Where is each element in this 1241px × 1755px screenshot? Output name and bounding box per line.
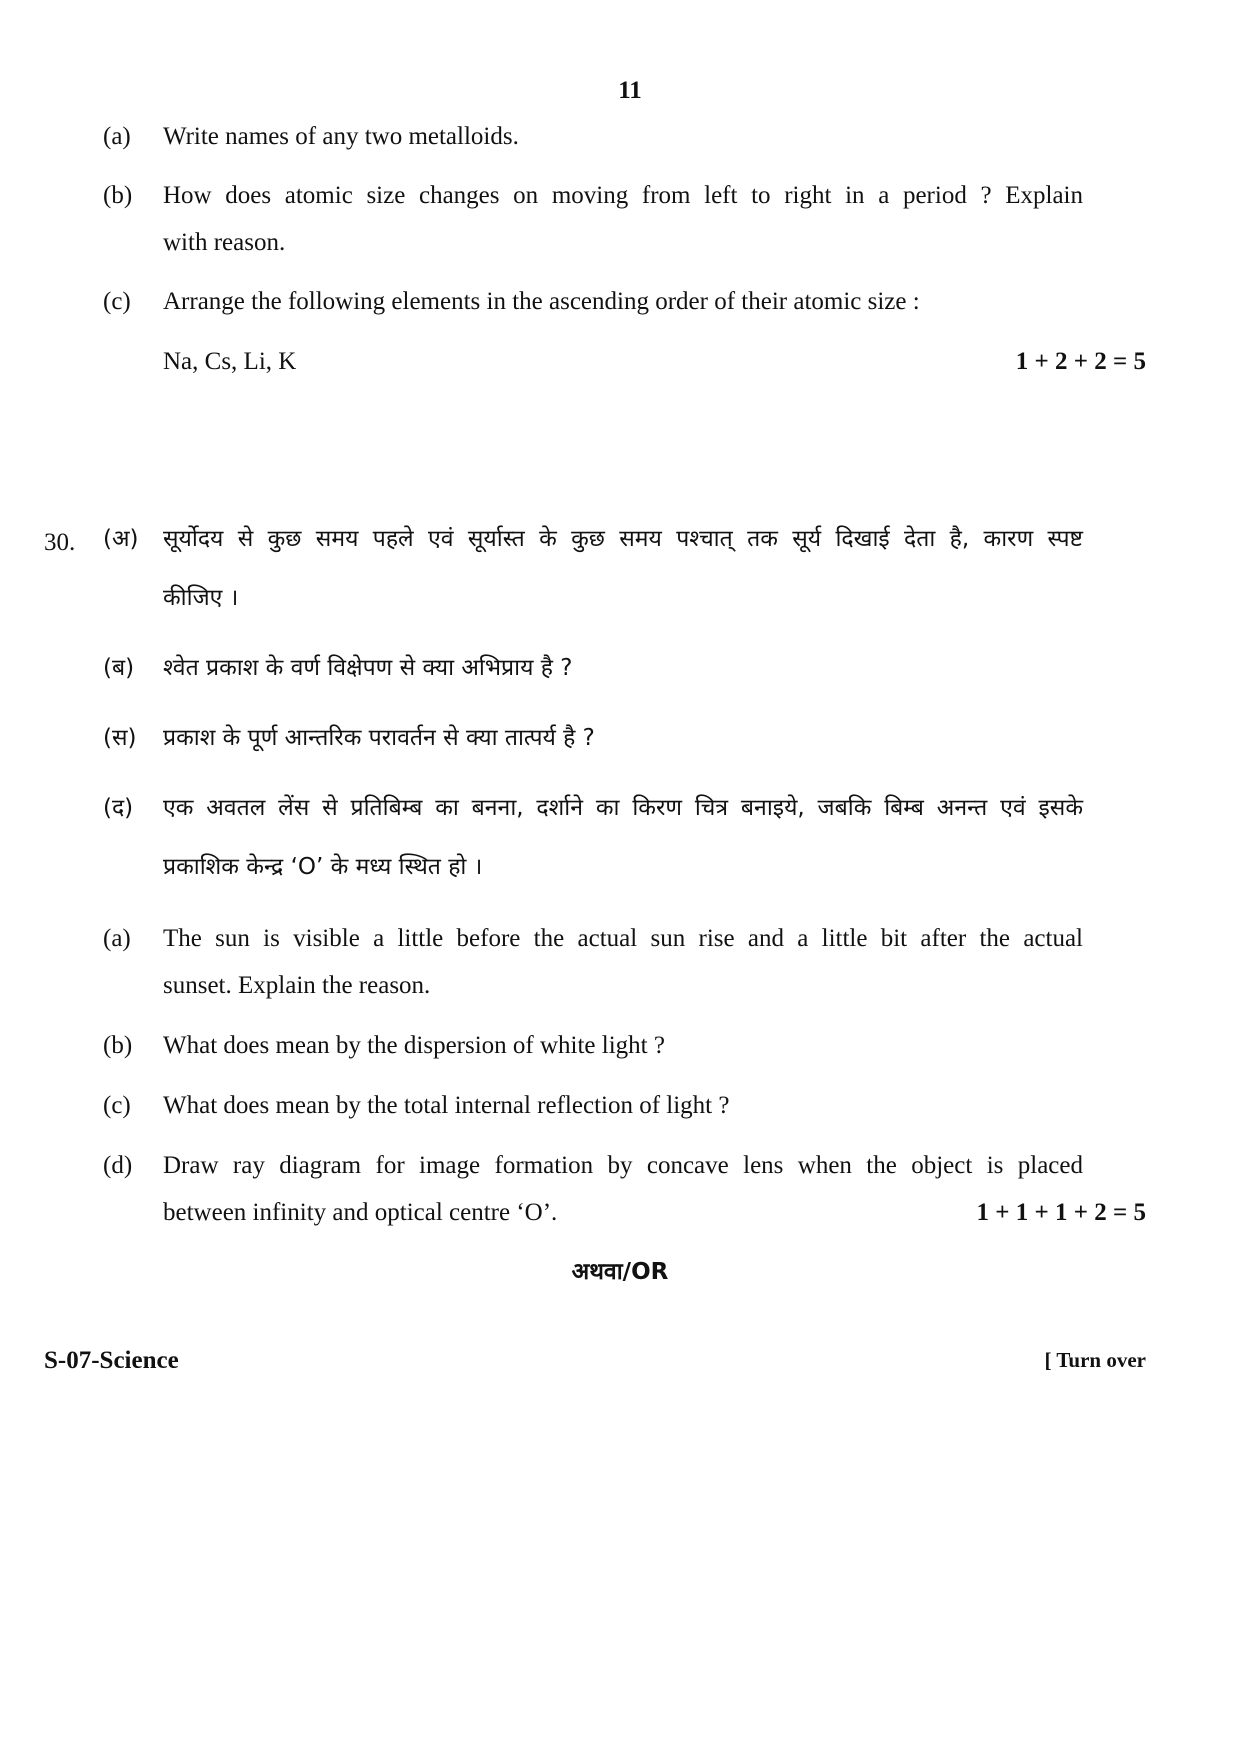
q30-english-d-label: (d) bbox=[103, 1152, 133, 1179]
q30-hindi-b-label: (ब) bbox=[103, 655, 135, 681]
q30-marks: 1 + 1 + 1 + 2 = 5 bbox=[976, 1199, 1146, 1226]
q30-hindi-a-line1: सूर्योदय से कुछ समय पहले एवं सूर्यास्त के कुछ समय पश्चात् तक सूर्य दिखाई देता है, कारण स्पष्ट bbox=[163, 526, 1083, 552]
page-number: 11 bbox=[618, 77, 642, 104]
q30-english-a-line1: The sun is visible a little before the actual sun rise and a little bit after the actual bbox=[163, 925, 1083, 952]
q29-b-line1: How does atomic size changes on moving from left to right in a period ? Explain bbox=[163, 182, 1083, 209]
q29-a-text: Write names of any two metalloids. bbox=[163, 123, 519, 150]
q30-english-c-line1: What does mean by the total internal reflection of light ? bbox=[163, 1092, 730, 1119]
q30-hindi-d-line1: एक अवतल लेंस से प्रतिबिम्ब का बनना, दर्शाने का किरण चित्र बनाइये, जबकि बिम्ब अनन्त एवं इसके bbox=[163, 795, 1083, 821]
q30-english-d-line1: Draw ray diagram for image formation by concave lens when the object is placed bbox=[163, 1152, 1083, 1179]
q30-english-c-label: (c) bbox=[103, 1092, 131, 1119]
q30-hindi-d-label: (द) bbox=[103, 795, 134, 821]
q29-c-label: (c) bbox=[103, 288, 131, 315]
q30-number: 30. bbox=[44, 529, 76, 556]
q30-hindi-b-line1: श्वेत प्रकाश के वर्ण विक्षेपण से क्या अभिप्राय है ? bbox=[163, 655, 573, 681]
q30-hindi-a-line2: कीजिए । bbox=[163, 585, 239, 611]
q30-hindi-c-line1: प्रकाश के पूर्ण आन्तरिक परावर्तन से क्या तात्पर्य है ? bbox=[163, 725, 595, 751]
q30-hindi-d-line2: प्रकाशिक केन्द्र ‘O’ के मध्य स्थित हो । bbox=[163, 854, 483, 880]
q30-english-b-line1: What does mean by the dispersion of white light ? bbox=[163, 1032, 665, 1059]
q30-english-a-line2: sunset. Explain the reason. bbox=[163, 972, 431, 999]
q29-b-label: (b) bbox=[103, 182, 133, 209]
q29-c-elements: Na, Cs, Li, K bbox=[163, 348, 297, 375]
q29-b-line2: with reason. bbox=[163, 229, 286, 256]
footer-code: S-07-Science bbox=[44, 1347, 179, 1374]
q30-english-b-label: (b) bbox=[103, 1032, 133, 1059]
q30-english-a-label: (a) bbox=[103, 925, 131, 952]
q30-hindi-a-label: (अ) bbox=[103, 526, 139, 552]
q29-c-text: Arrange the following elements in the ascending order of their atomic size : bbox=[163, 288, 920, 315]
q30-hindi-c-label: (स) bbox=[103, 725, 137, 751]
q30-english-d-line2: between infinity and optical centre ‘O’. bbox=[163, 1199, 558, 1226]
q29-marks: 1 + 2 + 2 = 5 bbox=[1015, 348, 1146, 375]
or-separator: अथवा/OR bbox=[571, 1259, 669, 1285]
q29-a-label: (a) bbox=[103, 123, 131, 150]
footer-turn-over: [ Turn over bbox=[1044, 1348, 1146, 1372]
